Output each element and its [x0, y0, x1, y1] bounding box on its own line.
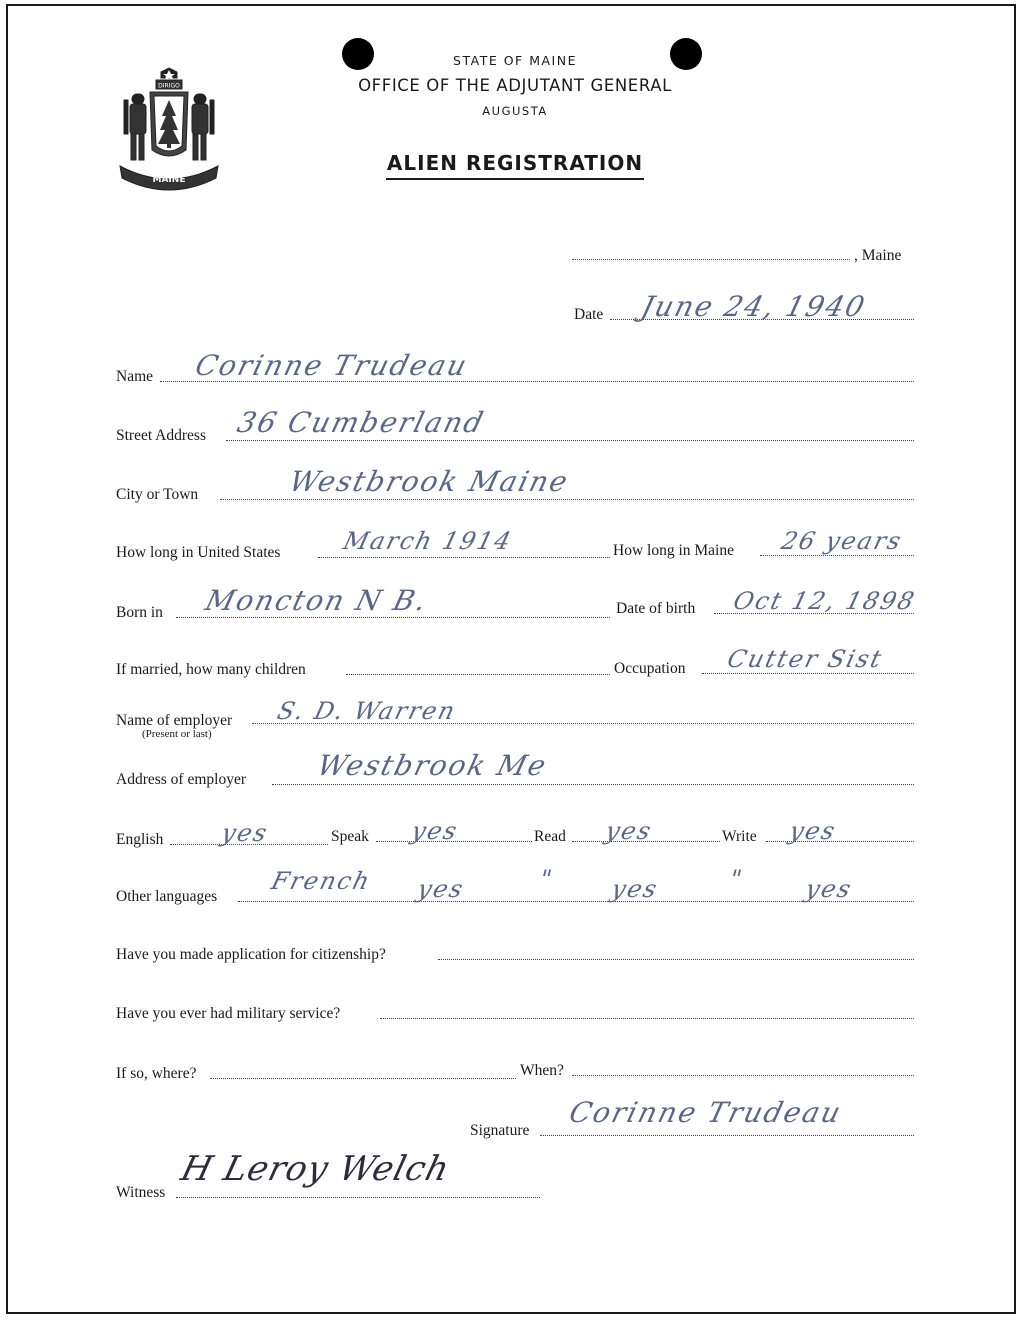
employer-address-value: Westbrook Me: [314, 749, 552, 782]
english-label: English: [116, 831, 164, 848]
other-read-value: yes: [608, 875, 662, 903]
occupation-label: Occupation: [614, 660, 686, 677]
name-label: Name: [116, 368, 154, 385]
children-label: If married, how many children: [116, 661, 306, 678]
employer-label: Name of employer: [116, 712, 233, 729]
street-value: 36 Cumberland: [234, 406, 489, 439]
military-dotted-line: [380, 1018, 914, 1019]
write-value: yes: [786, 817, 840, 845]
citizenship-dotted-line: [438, 959, 914, 960]
us-duration-dotted-line: [318, 557, 610, 558]
employer-value: S. D. Warren: [274, 697, 460, 725]
other-read-mark: ": [536, 865, 557, 893]
svg-text:MAINE: MAINE: [152, 175, 186, 185]
birthplace-dotted-line: [176, 617, 610, 618]
maine-duration-value: 26 years: [778, 527, 906, 555]
dob-label: Date of birth: [616, 600, 696, 617]
name-value: Corinne Trudeau: [192, 349, 472, 382]
place-dotted-line: [572, 259, 850, 260]
occupation-dotted-line: [702, 673, 914, 674]
employer-note: (Present or last): [142, 728, 212, 740]
read-value: yes: [602, 817, 656, 845]
us-duration-label: How long in United States: [116, 544, 281, 561]
svg-text:DIRIGO: DIRIGO: [158, 82, 180, 90]
military-label: Have you ever had military service?: [116, 1005, 341, 1022]
date-label: Date: [574, 306, 604, 323]
where-dotted-line: [210, 1078, 516, 1079]
other-write-mark: ": [726, 865, 747, 893]
other-write-value: yes: [802, 875, 856, 903]
date-value: June 24, 1940: [638, 290, 870, 323]
header-state: STATE OF MAINE: [453, 53, 577, 68]
maine-seal-emblem: [116, 66, 222, 194]
street-dotted-line: [226, 440, 914, 441]
occupation-value: Cutter Sist: [724, 645, 886, 673]
birthplace-value: Moncton N B.: [202, 584, 432, 617]
children-dotted-line: [346, 674, 610, 675]
header-city: AUGUSTA: [482, 104, 548, 118]
when-label: When?: [520, 1062, 564, 1079]
employer-address-dotted-line: [272, 784, 914, 785]
speak-label: Speak: [331, 828, 369, 845]
place-suffix: , Maine: [854, 247, 902, 264]
maine-duration-dotted-line: [760, 555, 914, 556]
when-dotted-line: [572, 1075, 914, 1076]
citizenship-label: Have you made application for citizenship?: [116, 946, 386, 963]
signature-dotted-line: [540, 1135, 914, 1136]
write-label: Write: [722, 828, 757, 845]
birthplace-label: Born in: [116, 604, 163, 621]
witness-signature: H Leroy Welch: [177, 1149, 455, 1189]
header-office: OFFICE OF THE ADJUTANT GENERAL: [358, 76, 672, 95]
read-label: Read: [534, 828, 566, 845]
city-value: Westbrook Maine: [286, 465, 573, 498]
dob-value: Oct 12, 1898: [730, 587, 919, 615]
other-speak-value: yes: [414, 875, 468, 903]
signature-value: Corinne Trudeau: [566, 1096, 846, 1129]
other-languages-label: Other languages: [116, 888, 218, 905]
us-duration-value: March 1914: [340, 527, 516, 555]
city-label: City or Town: [116, 486, 199, 503]
form-title-text: ALIEN REGISTRATION: [386, 151, 644, 180]
english-value: yes: [218, 819, 272, 847]
employer-address-label: Address of employer: [116, 771, 246, 788]
speak-value: yes: [408, 817, 462, 845]
city-dotted-line: [220, 499, 914, 500]
signature-label: Signature: [470, 1122, 530, 1139]
witness-label: Witness: [116, 1184, 166, 1201]
street-label: Street Address: [116, 427, 206, 444]
other-languages-value: French: [268, 867, 375, 895]
form-title: [300, 151, 730, 180]
witness-dotted-line: [176, 1197, 540, 1198]
maine-duration-label: How long in Maine: [613, 542, 734, 559]
where-label: If so, where?: [116, 1065, 197, 1082]
